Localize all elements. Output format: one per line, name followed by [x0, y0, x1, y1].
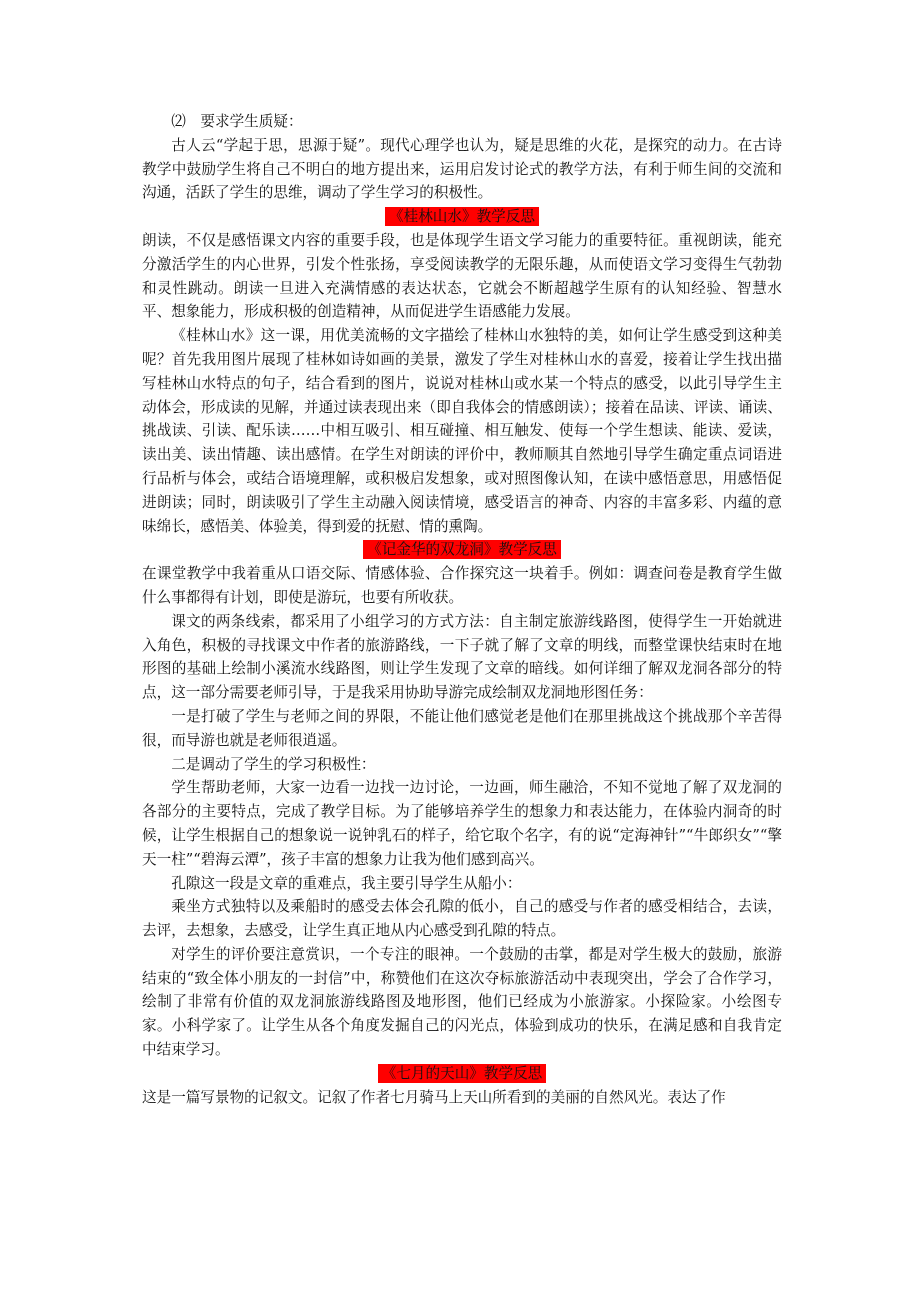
highlighted-title: 《七月的天山》教学反思 [378, 1064, 547, 1083]
intro-paragraph: 古人云“学起于思，思源于疑”。现代心理学也认为，疑是思维的火花，是探究的动力。在古诗教学中鼓励学生将自己不明白的地方提出来，运用启发讨论式的教学方法，有利于师生间的交流和沟通，活跃了学生的思维，调动了学生学习的积极性。 [142, 136, 782, 202]
paragraph: 孔隙这一段是文章的重难点，我主要引导学生从船小： [171, 874, 522, 892]
section-title-shuanglong [142, 538, 782, 562]
paragraph: 乘坐方式独特以及乘船时的感受去体会孔隙的低小，自己的感受与作者的感受相结合，去读，去评，去想象，去感受，让学生真正地从内心感受到孔隙的特点。 [142, 898, 782, 940]
section-title-tianshan [142, 1062, 782, 1086]
paragraph: 二是调动了学生的学习积极性： [171, 755, 376, 773]
highlighted-title: 《记金华的双龙洞》教学反思 [363, 540, 561, 559]
section-title-guilin [142, 205, 782, 229]
paragraph: 《桂林山水》这一课，用优美流畅的文字描绘了桂林山水独特的美，如何让学生感受到这种美呢？首先我用图片展现了桂林如诗如画的美景，激发了学生对桂林山水的喜爱，接着让学生找出描写桂林山水特点的句子，结合看到的图片，说说对桂林山或水某一个特点的感受，以此引导学生主动体会，形成读的见解，并通过读表现出来（即自我体会的情感朗读）；接着在品读、评读、诵读、挑战读、引读、配乐读……中相互吸引、相互碰撞、相互触发、使每一个学生想读、能读、爱读，读出美、读出情趣、读出感情。在学生对朗读的评价中，教师顺其自然地引导学生确定重点词语进行品析与体会，或结合语境理解，或积极启发想象，或对照图像认知，在读中感悟意思，用感悟促进朗读；同时，朗读吸引了学生主动融入阅读情境，感受语言的神奇、内容的丰富多彩、内蕴的意味绵长，感悟美、体验美，得到爱的抚慰、情的熏陶。 [142, 327, 782, 535]
paragraph: 这是一篇写景物的记叙文。记叙了作者七月骑马上天山所看到的美丽的自然风光。表达了作 [142, 1088, 726, 1106]
document-page [142, 110, 782, 1109]
paragraph: 在课堂教学中我着重从口语交际、情感体验、合作探究这一块着手。例如：调查问卷是教育学生做什么事都得有计划，即使是游玩，也要有所收获。 [142, 565, 782, 606]
highlighted-title: 《桂林山水》教学反思 [385, 207, 539, 226]
paragraph: 学生帮助老师，大家一边看一边找一边讨论，一边画，师生融洽，不知不觉地了解了双龙洞的各部分的主要特点，完成了教学目标。为了能够培养学生的想象力和表达能力，在体验内洞奇的时候，让学生根据自己的想象说一说钟乳石的样子，给它取个名字，有的说“定海神针”“牛郎织女”“擎天一柱”“碧海云潭”，孩子丰富的想象力让我为他们感到高兴。 [142, 779, 782, 868]
paragraph: 课文的两条线索，都采用了小组学习的方式方法：自主制定旅游线路图，使得学生一开始就进入角色，积极的寻找课文中作者的旅游路线，一下子就了解了文章的明线，而整堂课快结束时在地形图的基础上绘制小溪流水线路图，则让学生发现了文章的暗线。如何详细了解双龙洞各部分的特点，这一部分需要老师引导，于是我采用协助导游完成绘制双龙洞地形图任务： [142, 612, 782, 702]
paragraph: 一是打破了学生与老师之间的界限，不能让他们感觉老是他们在那里挑战这个挑战那个辛苦得很，而导游也就是老师很逍遥。 [142, 707, 782, 749]
paragraph: 对学生的评价要注意赏识，一个专注的眼神。一个鼓励的击掌，都是对学生极大的鼓励，旅游结束的“致全体小朋友的一封信”中，称赞他们在这次夺标旅游活动中表现突出，学会了合作学习，绘制了非常有价值的双龙洞旅游线路图及地形图，他们已经成为小旅游家。小探险家。小绘图专家。小科学家了。让学生从各个角度发掘自己的闪光点，体验到成功的快乐，在满足感和自我肯定中结束学习。 [142, 945, 782, 1059]
section-heading: ⑵ 要求学生质疑： [171, 113, 303, 130]
paragraph: 朗读，不仅是感悟课文内容的重要手段，也是体现学生语文学习能力的重要特征。重视朗读，能充分激活学生的内心世界，引发个性张扬，享受阅读教学的无限乐趣，从而使语文学习变得生气勃勃和灵性跳动。朗读一旦进入充满情感的表达状态，它就会不断超越学生原有的认知经验、智慧水平、想象能力，形成积极的创造精神，从而促进学生语感能力发展。 [142, 231, 782, 321]
